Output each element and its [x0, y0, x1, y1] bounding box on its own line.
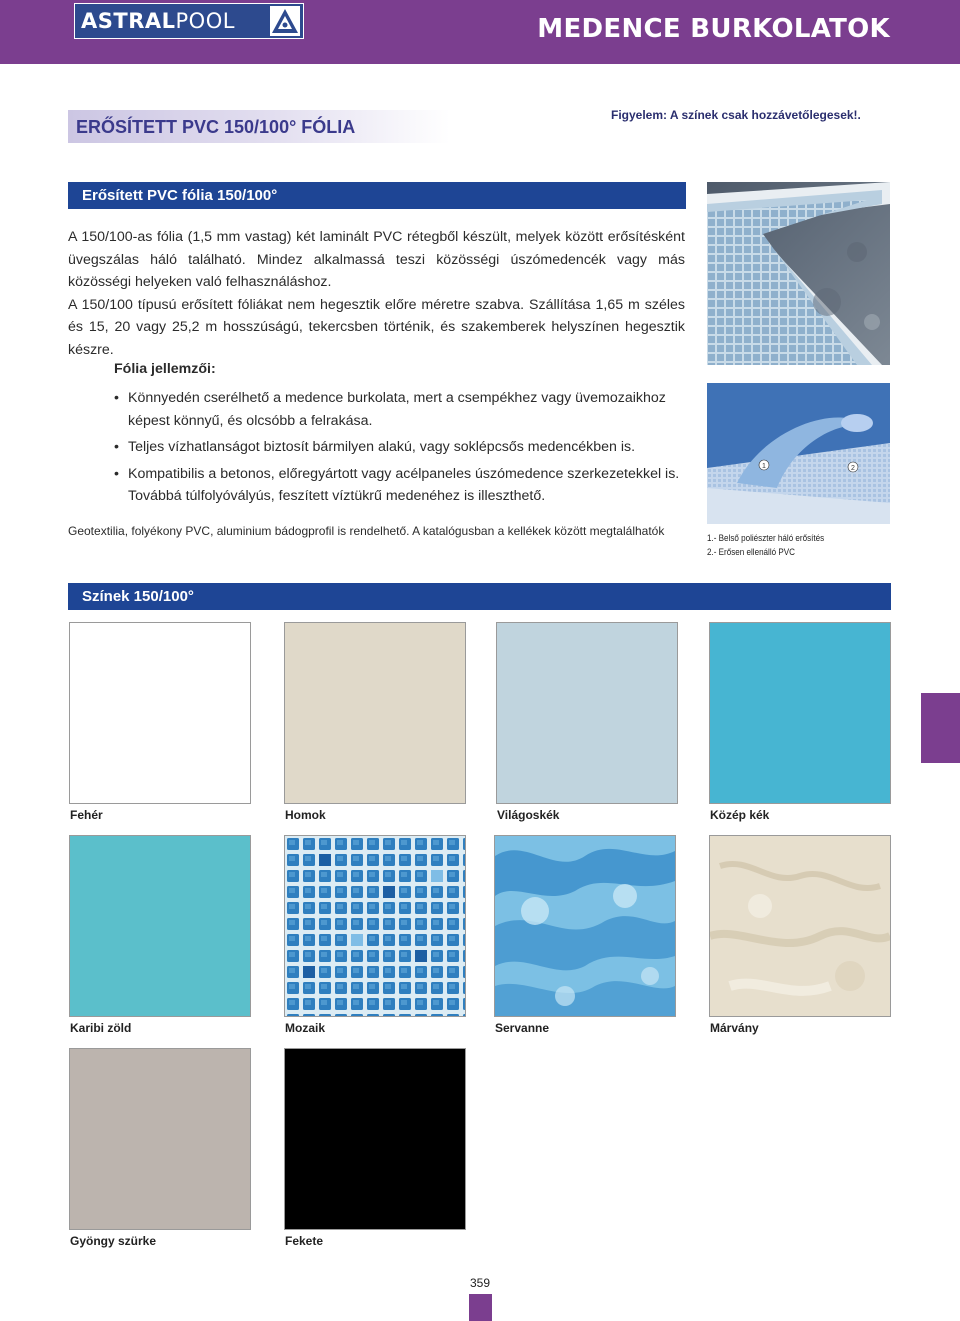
swatch-kozep-kek [709, 622, 891, 804]
swatch-label: Közép kék [710, 808, 770, 822]
swatch-label: Fekete [285, 1234, 324, 1248]
description-heading-bar [68, 182, 686, 209]
legend-item-2: 2.- Erősen ellenálló PVC [707, 546, 795, 558]
description-text [68, 226, 685, 362]
legend-item-1: 1.- Belső poliészter háló erősítés [707, 533, 825, 544]
photo-legend [707, 532, 824, 559]
accessories-note: Geotextilia, folyékony PVC, aluminium bádogprofil is rendelhető. A katalógusban a kellékek között megtalálhatók [68, 524, 665, 538]
swatch-label: Fehér [70, 808, 103, 822]
pool-corner-photo [707, 182, 890, 365]
page-marker [469, 1294, 492, 1321]
side-tab [921, 693, 960, 763]
page-category-title: MEDENCE BURKOLATOK [537, 14, 890, 44]
features-heading: Fólia jellemzői: [114, 361, 216, 377]
description-paragraph-2: A 150/100 típusú erősített fóliákat nem hegesztik előre méretre szabva. Szállítása 1,65 m széles és 15, 20 vagy 25,2 m hosszúságú, tekercsben történik, és szakemberek helyszínen hegesztik készre. [68, 296, 685, 358]
feature-item: • Kompatibilis a betonos, előregyártott vagy acélpaneles úszómedence szerkezetekkel is. Továbbá túlfolyóvályús, feszített víztükrű medenéhez is illeszthető. [114, 463, 686, 508]
swatch-servanne [494, 835, 676, 1017]
description-heading: Erősített PVC fólia 150/100° [82, 187, 278, 204]
feature-item: • Könnyedén cserélhető a medence burkolata, mert a csempékhez vagy üvemozaikhoz képest könnyű, és olcsóbb a felrakása. [114, 387, 686, 432]
legend-marker-1: 1 [762, 463, 766, 470]
astralpool-logo [74, 3, 304, 39]
swatch-label: Márvány [710, 1021, 759, 1035]
swatch-gyongy-szurke [69, 1048, 251, 1230]
swatch-feher [69, 622, 251, 804]
logo-wordmark: ASTRALPOOL [81, 9, 235, 33]
swatch-homok [284, 622, 466, 804]
colors-heading: Színek 150/100° [82, 588, 194, 605]
legend-marker-2: 2 [851, 465, 855, 472]
swatch-vilagoskek [496, 622, 678, 804]
swatch-label: Servanne [495, 1021, 550, 1035]
colors-heading-bar [68, 583, 891, 610]
swatch-label: Mozaik [285, 1021, 326, 1035]
color-warning: Figyelem: A színek csak hozzávetőlegesek!. [611, 108, 861, 122]
liner-layers-photo [707, 383, 890, 524]
swatch-karibi-zold [69, 835, 251, 1017]
header-bar [0, 0, 960, 64]
description-paragraph-1: A 150/100-as fólia (1,5 mm vastag) két laminált PVC rétegből készült, melyek között erősítésként üvegszálas háló található. Mindez alkalmassá teszi közösségi úszómedencék vagy más közösségi helyeken való felhasználáshoz. [68, 229, 685, 291]
swatch-label: Homok [285, 808, 326, 822]
triangle-logo-icon [270, 6, 300, 36]
swatch-label: Világoskék [497, 808, 560, 822]
section-title-box [68, 110, 450, 143]
features-list [114, 387, 686, 512]
swatch-marvany [709, 835, 891, 1017]
swatch-mozaik [284, 835, 466, 1017]
feature-item: • Teljes vízhatlanságot biztosít bármilyen alakú, vagy soklépcsős medencékben is. [114, 436, 686, 459]
swatch-label: Gyöngy szürke [70, 1234, 157, 1248]
swatch-fekete [284, 1048, 466, 1230]
swatch-label: Karibi zöld [70, 1021, 132, 1035]
section-title: ERŐSÍTETT PVC 150/100° FÓLIA [76, 117, 356, 137]
page-number: 359 [470, 1276, 491, 1290]
